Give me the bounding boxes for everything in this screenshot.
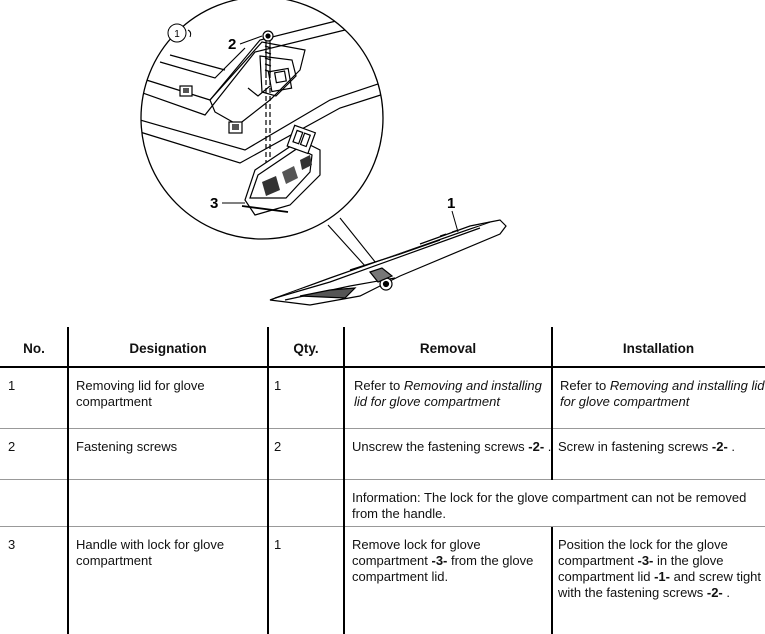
removal-link-text[interactable]: Removing and installing lid for glove compartment — [354, 378, 542, 409]
row-designation: Fastening screws — [76, 439, 178, 454]
row-no: 1 — [8, 378, 16, 393]
column-separator — [343, 527, 345, 634]
row-no: 3 — [8, 537, 16, 552]
installation-ref-2: -2- — [706, 585, 723, 600]
row-installation — [552, 368, 765, 410]
installation-text-mid: in the glove compartment lid — [558, 553, 724, 584]
installation-text: Screw in fastening screws — [558, 439, 712, 454]
column-separator — [267, 327, 269, 634]
installation-text: Position the lock for the glove compartment — [558, 537, 728, 568]
header-installation: Installation — [622, 341, 695, 356]
column-separator — [67, 327, 69, 634]
svg-text:1: 1 — [447, 195, 456, 212]
svg-text:2: 2 — [228, 36, 237, 53]
svg-text:3: 3 — [210, 195, 219, 212]
header-removal: Removal — [419, 341, 477, 356]
row-installation — [552, 429, 765, 455]
glove-compartment-lid-part — [270, 220, 506, 305]
removal-text: Refer to — [354, 378, 404, 393]
row-installation — [552, 527, 765, 601]
row-no: 2 — [8, 439, 16, 454]
svg-text:1: 1 — [174, 29, 180, 40]
table-row — [0, 527, 765, 634]
table-row — [0, 429, 765, 479]
row-designation: Handle with lock for glove compartment — [76, 537, 225, 568]
removal-ref: -2- — [528, 439, 545, 454]
table-row-info — [0, 480, 765, 526]
removal-suffix: . — [544, 439, 552, 454]
row-removal — [344, 368, 552, 410]
removal-text: Remove lock for glove compartment — [352, 537, 481, 568]
header-no: No. — [23, 341, 45, 356]
column-separator — [551, 327, 553, 480]
installation-ref-3: -3- — [637, 553, 654, 568]
removal-text-end: from the glove compartment lid. — [352, 553, 534, 584]
info-note: Information: The lock for the glove compartment can not be removed from the handle. — [352, 490, 747, 521]
installation-ref-1: -1- — [654, 569, 670, 584]
column-separator — [343, 480, 345, 527]
installation-text-mid2: and screw tight with the fastening screws — [558, 569, 762, 600]
row-removal — [344, 429, 552, 455]
installation-suffix: . — [722, 585, 730, 600]
row-removal — [344, 527, 552, 585]
row-qty: 1 — [274, 537, 282, 552]
column-separator — [343, 327, 345, 480]
removal-text: Unscrew the fastening screws — [352, 439, 529, 454]
installation-link-text[interactable]: Removing and installing lid for glove compartment — [560, 378, 765, 409]
row-qty: 1 — [274, 378, 282, 393]
header-qty: Qty. — [293, 341, 319, 356]
installation-text: Refer to — [560, 378, 610, 393]
callout-1 — [447, 195, 458, 232]
table-header-row — [0, 327, 765, 367]
column-separator — [551, 527, 553, 634]
header-designation: Designation — [129, 341, 207, 356]
installation-ref: -2- — [711, 439, 728, 454]
row-qty: 2 — [274, 439, 282, 454]
removal-ref: -3- — [431, 553, 448, 568]
row-designation: Removing lid for glove compartment — [76, 378, 205, 409]
table-row — [0, 368, 765, 428]
installation-suffix: . — [727, 439, 736, 454]
